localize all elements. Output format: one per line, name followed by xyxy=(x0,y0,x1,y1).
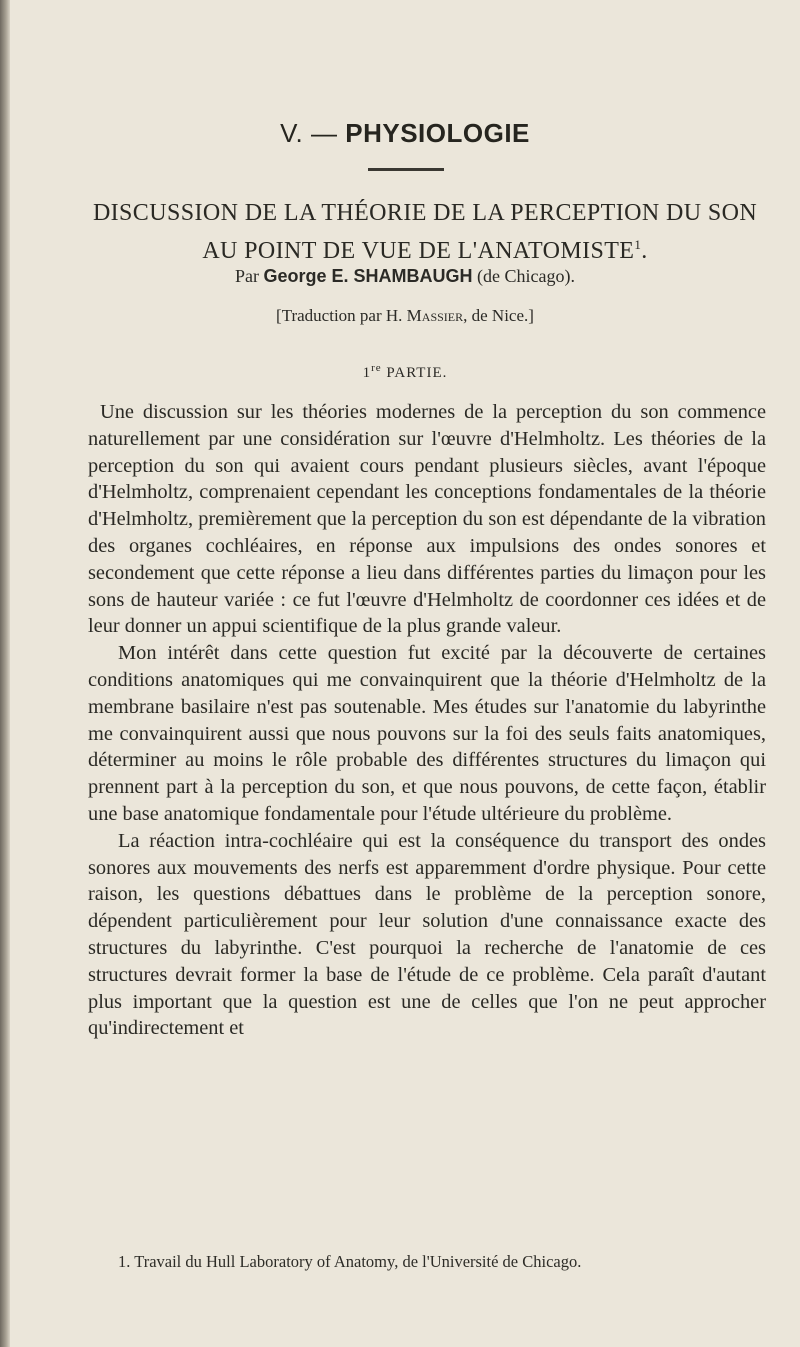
translation-suffix: , de Nice.] xyxy=(463,306,534,325)
part-ordinal: re xyxy=(371,362,382,374)
translator-name: Massier xyxy=(406,306,464,325)
article-body xyxy=(88,399,766,1042)
article-title-text: DISCUSSION DE LA THÉORIE DE LA PERCEPTION DU SON AU POINT DE VUE DE L'ANATOMISTE xyxy=(92,200,758,264)
byline-par: Par xyxy=(235,266,264,286)
book-spine-shadow xyxy=(0,0,10,1347)
section-name: PHYSIOLOGIE xyxy=(345,118,530,148)
article-title xyxy=(80,197,770,267)
book-page xyxy=(10,0,800,1347)
part-number: 1 xyxy=(362,365,372,381)
paragraph-2: Mon intérêt dans cette question fut excité par la découverte de certaines conditions anatomiques qui me convainquirent que la théorie d'Helmholtz de la membrane basilaire n'est pas soutenable. Mes études sur l'anatomie du labyrinthe me convainquirent aussi que nous pouvons sur la foi des seuls faits anatomiques, déterminer au moins le rôle probable des différentes structures du limaçon qui prennent part à la perception du son, et que nous pouvons, de cette façon, établir une base anatomique fondamentale pour l'étude ultérieure du problème. xyxy=(88,642,766,825)
translation-credit xyxy=(10,306,800,326)
title-period: . xyxy=(641,238,648,264)
section-heading xyxy=(10,118,800,149)
paragraph-3: La réaction intra-cochléaire qui est la conséquence du transport des ondes sonores aux mouvements des nerfs est apparemment d'ordre physique. Pour cette raison, les questions débattues dans le problème de la perception sonore, dépendent particulièrement pour leur solution d'une connaissance exacte des structures du labyrinthe. C'est pourquoi la recherche de l'anatomie de ces structures devrait former la base de l'étude de ce problème. Cela paraît d'autant plus important que la question est une de celles que l'on ne peut approcher qu'indirectement et xyxy=(88,829,766,1040)
byline xyxy=(10,266,800,287)
section-number: V. — xyxy=(280,118,346,148)
author-name: George E. SHAMBAUGH xyxy=(263,266,473,286)
part-heading xyxy=(10,362,800,382)
heading-rule xyxy=(368,168,444,171)
author-origin: (de Chicago). xyxy=(472,266,575,286)
title-footnote-marker: 1 xyxy=(634,237,642,252)
part-label: PARTIE. xyxy=(381,365,448,381)
footnote: 1. Travail du Hull Laboratory of Anatomy, de l'Université de Chicago. xyxy=(118,1252,582,1271)
translation-prefix: [Traduction par H. xyxy=(276,306,407,325)
paragraph-1: Une discussion sur les théories modernes de la perception du son commence naturellement par une considération sur l'œuvre d'Helmholtz. Les théories de la perception du son qui avaient cours pendant plusieurs siècles, avant l'époque d'Helmholtz, comprenaient cependant les conceptions fondamentales de la théorie d'Helmholtz, premièrement que la perception du son est dépendante de la vibration des organes cochléaires, en réponse aux impulsions des ondes sonores et secondement que cette réponse a lieu dans différentes parties du limaçon pour les sons de hauteur variée : ce fut l'œuvre d'Helmholtz de coordonner ces idées et de leur donner un appui scientifique de la plus grande valeur. xyxy=(88,401,766,638)
